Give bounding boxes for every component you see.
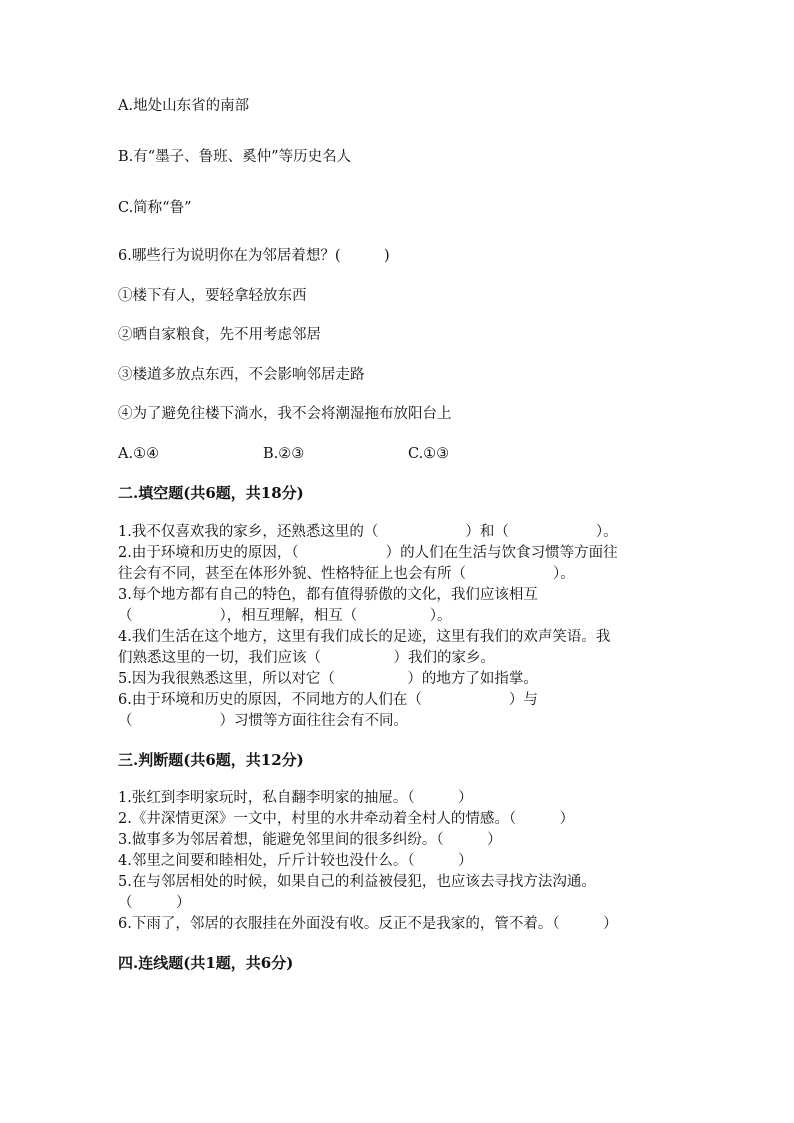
section3-line: （ ） [118, 895, 191, 911]
q5-option-c: C.简称“鲁” [118, 200, 192, 216]
section2-line: 3.每个地方都有自己的特色，都有值得骄傲的文化，我们应该相互 [118, 587, 538, 603]
section3-line: 1.张红到李明家玩时，私自翻李明家的抽屉。（ ） [118, 790, 473, 806]
q6-option-b: B.②③ [263, 446, 305, 462]
section2-line: （ ），相互理解，相互（ ）。 [118, 608, 452, 624]
q5-option-a: A.地处山东省的南部 [118, 98, 250, 114]
section3-line: 3.做事多为邻居着想，能避免邻里间的很多纠纷。（ ） [118, 832, 502, 848]
section2-heading: 二.填空题(共6题，共18分) [118, 484, 304, 502]
section2-line: 4.我们生活在这个地方，这里有我们成长的足迹，这里有我们的欢声笑语。我 [118, 629, 611, 645]
section3-line: 5.在与邻居相处的时候，如果自己的利益被侵犯，也应该去寻找方法沟通。 [118, 874, 596, 890]
q6-item-4: ④为了避免往楼下淌水，我不会将潮湿拖布放阳台上 [118, 406, 452, 422]
q6-item-3: ③楼道多放点东西，不会影响邻居走路 [118, 367, 365, 383]
q6-stem: 6.哪些行为说明你在为邻居着想？( ) [118, 248, 390, 264]
section3-line: 4.邻里之间要和睦相处，斤斤计较也没什么。（ ） [118, 853, 473, 869]
q6-item-1: ①楼下有人，要轻拿轻放东西 [118, 288, 307, 304]
section2-line: 往会有不同，甚至在体形外貌、性格特征上也会有所（ ）。 [118, 566, 575, 582]
section2-line: 1.我不仅喜欢我的家乡，还熟悉这里的（ ）和（ ）。 [118, 524, 618, 540]
section2-line: 6.由于环境和历史的原因，不同地方的人们在（ ）与 [118, 692, 538, 708]
q6-item-2: ②晒自家粮食，先不用考虑邻居 [118, 327, 321, 343]
section2-line: 5.因为我很熟悉这里，所以对它（ ）的地方了如指掌。 [118, 671, 538, 687]
section3-line: 2.《井深情更深》一文中，村里的水井牵动着全村人的情感。（ ） [118, 811, 575, 827]
section3-heading: 三.判断题(共6题，共12分) [118, 751, 304, 769]
q6-option-a: A.①④ [118, 446, 160, 462]
section2-line: 2.由于环境和历史的原因，（ ）的人们在生活与饮食习惯等方面往 [118, 545, 618, 561]
section4-heading: 四.连线题(共1题，共6分) [118, 954, 294, 972]
q6-options [118, 444, 518, 464]
q6-option-c: C.①③ [408, 446, 450, 462]
section2-line: 们熟悉这里的一切，我们应该（ ）我们的家乡。 [118, 650, 495, 666]
section3-line: 6.下雨了，邻居的衣服挂在外面没有收。反正不是我家的，管不着。（ ） [118, 916, 618, 932]
section2-line: （ ）习惯等方面往往会有不同。 [118, 713, 408, 729]
q5-option-b: B.有“墨子、鲁班、奚仲”等历史名人 [118, 149, 352, 165]
